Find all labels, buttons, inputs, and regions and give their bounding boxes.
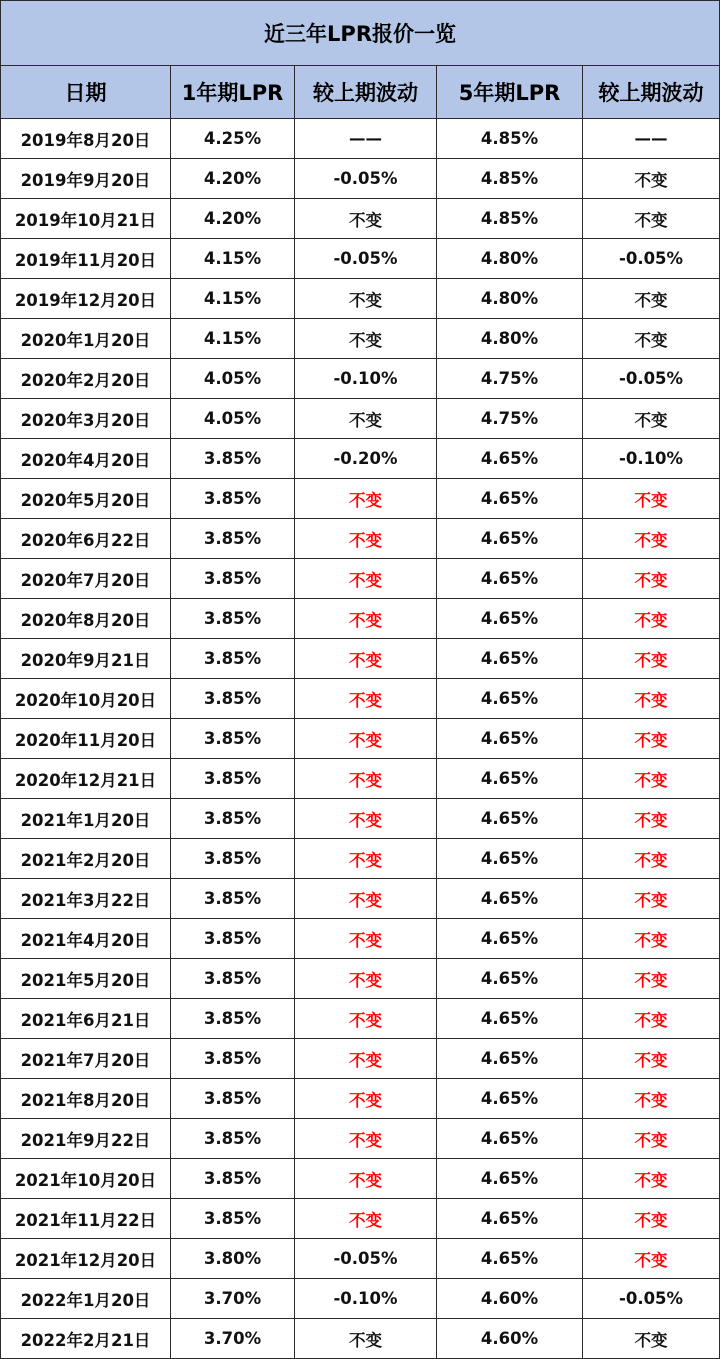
table-row <box>1 479 720 519</box>
table-row <box>1 439 720 479</box>
cell-1y-change: 不变 <box>295 679 437 719</box>
cell-date: 2020年2月20日 <box>1 359 171 399</box>
cell-5y-change: 不变 <box>583 1199 720 1239</box>
cell-date: 2021年2月20日 <box>1 839 171 879</box>
cell-5y-lpr: 4.65% <box>437 1199 583 1239</box>
table-row <box>1 519 720 559</box>
cell-5y-lpr: 4.65% <box>437 559 583 599</box>
cell-date: 2021年6月21日 <box>1 999 171 1039</box>
table-body <box>1 119 720 1359</box>
table-row <box>1 159 720 199</box>
cell-5y-lpr: 4.65% <box>437 999 583 1039</box>
cell-5y-change: 不变 <box>583 159 720 199</box>
cell-1y-change: 不变 <box>295 479 437 519</box>
cell-5y-lpr: 4.60% <box>437 1319 583 1359</box>
cell-1y-lpr: 3.85% <box>171 1199 295 1239</box>
cell-5y-change: 不变 <box>583 1119 720 1159</box>
cell-1y-change: 不变 <box>295 879 437 919</box>
cell-date: 2020年8月20日 <box>1 599 171 639</box>
table-title: 近三年LPR报价一览 <box>1 1 720 66</box>
cell-5y-lpr: 4.65% <box>437 1119 583 1159</box>
cell-5y-lpr: 4.65% <box>437 959 583 999</box>
cell-5y-change: 不变 <box>583 599 720 639</box>
cell-date: 2021年1月20日 <box>1 799 171 839</box>
cell-date: 2022年1月20日 <box>1 1279 171 1319</box>
cell-5y-change: 不变 <box>583 519 720 559</box>
cell-5y-change: 不变 <box>583 719 720 759</box>
cell-1y-lpr: 4.05% <box>171 359 295 399</box>
table-row <box>1 1159 720 1199</box>
cell-1y-change: 不变 <box>295 799 437 839</box>
table-row <box>1 359 720 399</box>
cell-date: 2019年12月20日 <box>1 279 171 319</box>
table-row <box>1 799 720 839</box>
header-row <box>1 66 720 119</box>
cell-5y-lpr: 4.65% <box>437 639 583 679</box>
table-row <box>1 959 720 999</box>
cell-1y-change: 不变 <box>295 719 437 759</box>
cell-5y-lpr: 4.65% <box>437 759 583 799</box>
cell-1y-lpr: 4.05% <box>171 399 295 439</box>
cell-date: 2021年9月22日 <box>1 1119 171 1159</box>
cell-1y-lpr: 3.85% <box>171 479 295 519</box>
cell-date: 2021年10月20日 <box>1 1159 171 1199</box>
cell-5y-change: 不变 <box>583 679 720 719</box>
cell-5y-lpr: 4.65% <box>437 599 583 639</box>
cell-5y-change: -0.05% <box>583 359 720 399</box>
cell-1y-lpr: 3.85% <box>171 919 295 959</box>
cell-5y-lpr: 4.65% <box>437 799 583 839</box>
cell-5y-change: 不变 <box>583 1239 720 1279</box>
cell-1y-change: 不变 <box>295 199 437 239</box>
cell-1y-change: -0.10% <box>295 1279 437 1319</box>
cell-date: 2020年9月21日 <box>1 639 171 679</box>
cell-1y-lpr: 3.85% <box>171 1119 295 1159</box>
cell-5y-change: -0.05% <box>583 1279 720 1319</box>
cell-1y-lpr: 3.85% <box>171 879 295 919</box>
cell-1y-change: -0.10% <box>295 359 437 399</box>
table-row <box>1 1119 720 1159</box>
cell-5y-change: 不变 <box>583 479 720 519</box>
cell-5y-lpr: 4.65% <box>437 1159 583 1199</box>
cell-1y-lpr: 3.85% <box>171 1039 295 1079</box>
cell-1y-lpr: 4.25% <box>171 119 295 159</box>
table-row <box>1 879 720 919</box>
cell-date: 2019年9月20日 <box>1 159 171 199</box>
cell-date: 2020年5月20日 <box>1 479 171 519</box>
cell-5y-change: 不变 <box>583 799 720 839</box>
cell-5y-lpr: 4.65% <box>437 679 583 719</box>
cell-5y-change: 不变 <box>583 399 720 439</box>
table-row <box>1 1319 720 1359</box>
cell-1y-lpr: 3.70% <box>171 1279 295 1319</box>
cell-5y-lpr: 4.65% <box>437 719 583 759</box>
cell-1y-change: -0.20% <box>295 439 437 479</box>
cell-5y-change: 不变 <box>583 199 720 239</box>
cell-1y-change: 不变 <box>295 959 437 999</box>
cell-date: 2020年10月20日 <box>1 679 171 719</box>
cell-5y-lpr: 4.80% <box>437 319 583 359</box>
cell-5y-lpr: 4.80% <box>437 279 583 319</box>
table-row <box>1 319 720 359</box>
cell-1y-change: 不变 <box>295 1039 437 1079</box>
cell-1y-lpr: 3.85% <box>171 719 295 759</box>
cell-1y-change: 不变 <box>295 319 437 359</box>
cell-5y-lpr: 4.85% <box>437 199 583 239</box>
cell-5y-lpr: 4.65% <box>437 1039 583 1079</box>
cell-1y-lpr: 3.85% <box>171 519 295 559</box>
cell-1y-change: 不变 <box>295 1319 437 1359</box>
cell-5y-change: 不变 <box>583 919 720 959</box>
cell-date: 2019年10月21日 <box>1 199 171 239</box>
cell-5y-lpr: 4.60% <box>437 1279 583 1319</box>
table-row <box>1 999 720 1039</box>
cell-1y-lpr: 3.85% <box>171 1079 295 1119</box>
cell-1y-change: 不变 <box>295 599 437 639</box>
cell-1y-change: 不变 <box>295 399 437 439</box>
table-row <box>1 119 720 159</box>
cell-5y-change: 不变 <box>583 1159 720 1199</box>
cell-1y-change: 不变 <box>295 1079 437 1119</box>
table-row <box>1 719 720 759</box>
cell-1y-change: 不变 <box>295 919 437 959</box>
cell-date: 2019年11月20日 <box>1 239 171 279</box>
cell-1y-lpr: 3.85% <box>171 1159 295 1199</box>
cell-date: 2021年12月20日 <box>1 1239 171 1279</box>
cell-1y-lpr: 4.15% <box>171 239 295 279</box>
cell-5y-lpr: 4.65% <box>437 839 583 879</box>
table-row <box>1 1239 720 1279</box>
cell-1y-lpr: 4.15% <box>171 319 295 359</box>
cell-1y-lpr: 3.85% <box>171 759 295 799</box>
cell-5y-change: 不变 <box>583 1319 720 1359</box>
table-row <box>1 399 720 439</box>
cell-1y-change: 不变 <box>295 559 437 599</box>
cell-1y-lpr: 3.85% <box>171 439 295 479</box>
table-row <box>1 919 720 959</box>
cell-5y-change: 不变 <box>583 1079 720 1119</box>
table-row <box>1 1039 720 1079</box>
cell-1y-lpr: 3.85% <box>171 999 295 1039</box>
cell-1y-lpr: 4.20% <box>171 159 295 199</box>
cell-1y-lpr: 3.85% <box>171 639 295 679</box>
cell-5y-lpr: 4.75% <box>437 399 583 439</box>
cell-1y-change: 不变 <box>295 1199 437 1239</box>
cell-date: 2020年4月20日 <box>1 439 171 479</box>
cell-5y-change: 不变 <box>583 559 720 599</box>
cell-5y-lpr: 4.65% <box>437 479 583 519</box>
table-row <box>1 1279 720 1319</box>
cell-1y-change: 不变 <box>295 279 437 319</box>
cell-date: 2020年3月20日 <box>1 399 171 439</box>
cell-date: 2019年8月20日 <box>1 119 171 159</box>
table-row <box>1 1079 720 1119</box>
header-1y-change: 较上期波动 <box>295 66 437 119</box>
cell-1y-change: 不变 <box>295 1119 437 1159</box>
cell-5y-lpr: 4.75% <box>437 359 583 399</box>
table-row <box>1 639 720 679</box>
cell-1y-change: 不变 <box>295 999 437 1039</box>
cell-5y-change: -0.05% <box>583 239 720 279</box>
table-row <box>1 679 720 719</box>
cell-date: 2021年3月22日 <box>1 879 171 919</box>
cell-1y-lpr: 3.85% <box>171 839 295 879</box>
cell-1y-lpr: 3.85% <box>171 679 295 719</box>
table-row <box>1 279 720 319</box>
cell-5y-change: 不变 <box>583 839 720 879</box>
cell-date: 2020年1月20日 <box>1 319 171 359</box>
table-row <box>1 759 720 799</box>
cell-date: 2020年11月20日 <box>1 719 171 759</box>
cell-5y-change: 不变 <box>583 999 720 1039</box>
cell-5y-change: 不变 <box>583 639 720 679</box>
cell-1y-lpr: 3.85% <box>171 599 295 639</box>
table-row <box>1 839 720 879</box>
cell-date: 2020年12月21日 <box>1 759 171 799</box>
cell-5y-change: -0.10% <box>583 439 720 479</box>
cell-5y-lpr: 4.85% <box>437 159 583 199</box>
cell-date: 2021年5月20日 <box>1 959 171 999</box>
cell-5y-lpr: 4.65% <box>437 919 583 959</box>
cell-date: 2022年2月21日 <box>1 1319 171 1359</box>
header-5y-change: 较上期波动 <box>583 66 720 119</box>
header-5y-lpr: 5年期LPR <box>437 66 583 119</box>
header-date: 日期 <box>1 66 171 119</box>
cell-1y-change: 不变 <box>295 519 437 559</box>
cell-5y-lpr: 4.65% <box>437 1079 583 1119</box>
cell-1y-lpr: 3.80% <box>171 1239 295 1279</box>
cell-5y-lpr: 4.65% <box>437 519 583 559</box>
cell-5y-lpr: 4.65% <box>437 439 583 479</box>
cell-date: 2021年8月20日 <box>1 1079 171 1119</box>
cell-5y-lpr: 4.65% <box>437 1239 583 1279</box>
cell-1y-lpr: 3.70% <box>171 1319 295 1359</box>
cell-date: 2020年6月22日 <box>1 519 171 559</box>
cell-1y-lpr: 3.85% <box>171 559 295 599</box>
cell-date: 2021年4月20日 <box>1 919 171 959</box>
cell-5y-change: 不变 <box>583 879 720 919</box>
table-row <box>1 239 720 279</box>
cell-5y-change: —— <box>583 119 720 159</box>
cell-1y-change: 不变 <box>295 759 437 799</box>
cell-1y-lpr: 3.85% <box>171 959 295 999</box>
header-1y-lpr: 1年期LPR <box>171 66 295 119</box>
cell-1y-lpr: 4.20% <box>171 199 295 239</box>
title-row <box>1 1 720 66</box>
cell-5y-change: 不变 <box>583 759 720 799</box>
cell-1y-change: -0.05% <box>295 1239 437 1279</box>
cell-5y-lpr: 4.65% <box>437 879 583 919</box>
cell-5y-change: 不变 <box>583 279 720 319</box>
table-row <box>1 199 720 239</box>
table-row <box>1 559 720 599</box>
cell-date: 2021年11月22日 <box>1 1199 171 1239</box>
cell-1y-change: 不变 <box>295 839 437 879</box>
cell-1y-change: -0.05% <box>295 239 437 279</box>
cell-date: 2021年7月20日 <box>1 1039 171 1079</box>
cell-1y-change: -0.05% <box>295 159 437 199</box>
cell-5y-lpr: 4.85% <box>437 119 583 159</box>
cell-1y-lpr: 3.85% <box>171 799 295 839</box>
cell-5y-change: 不变 <box>583 959 720 999</box>
table-row <box>1 1199 720 1239</box>
cell-5y-change: 不变 <box>583 1039 720 1079</box>
cell-1y-change: —— <box>295 119 437 159</box>
cell-1y-change: 不变 <box>295 639 437 679</box>
table-row <box>1 599 720 639</box>
cell-5y-change: 不变 <box>583 319 720 359</box>
cell-1y-change: 不变 <box>295 1159 437 1199</box>
cell-1y-lpr: 4.15% <box>171 279 295 319</box>
cell-date: 2020年7月20日 <box>1 559 171 599</box>
cell-5y-lpr: 4.80% <box>437 239 583 279</box>
